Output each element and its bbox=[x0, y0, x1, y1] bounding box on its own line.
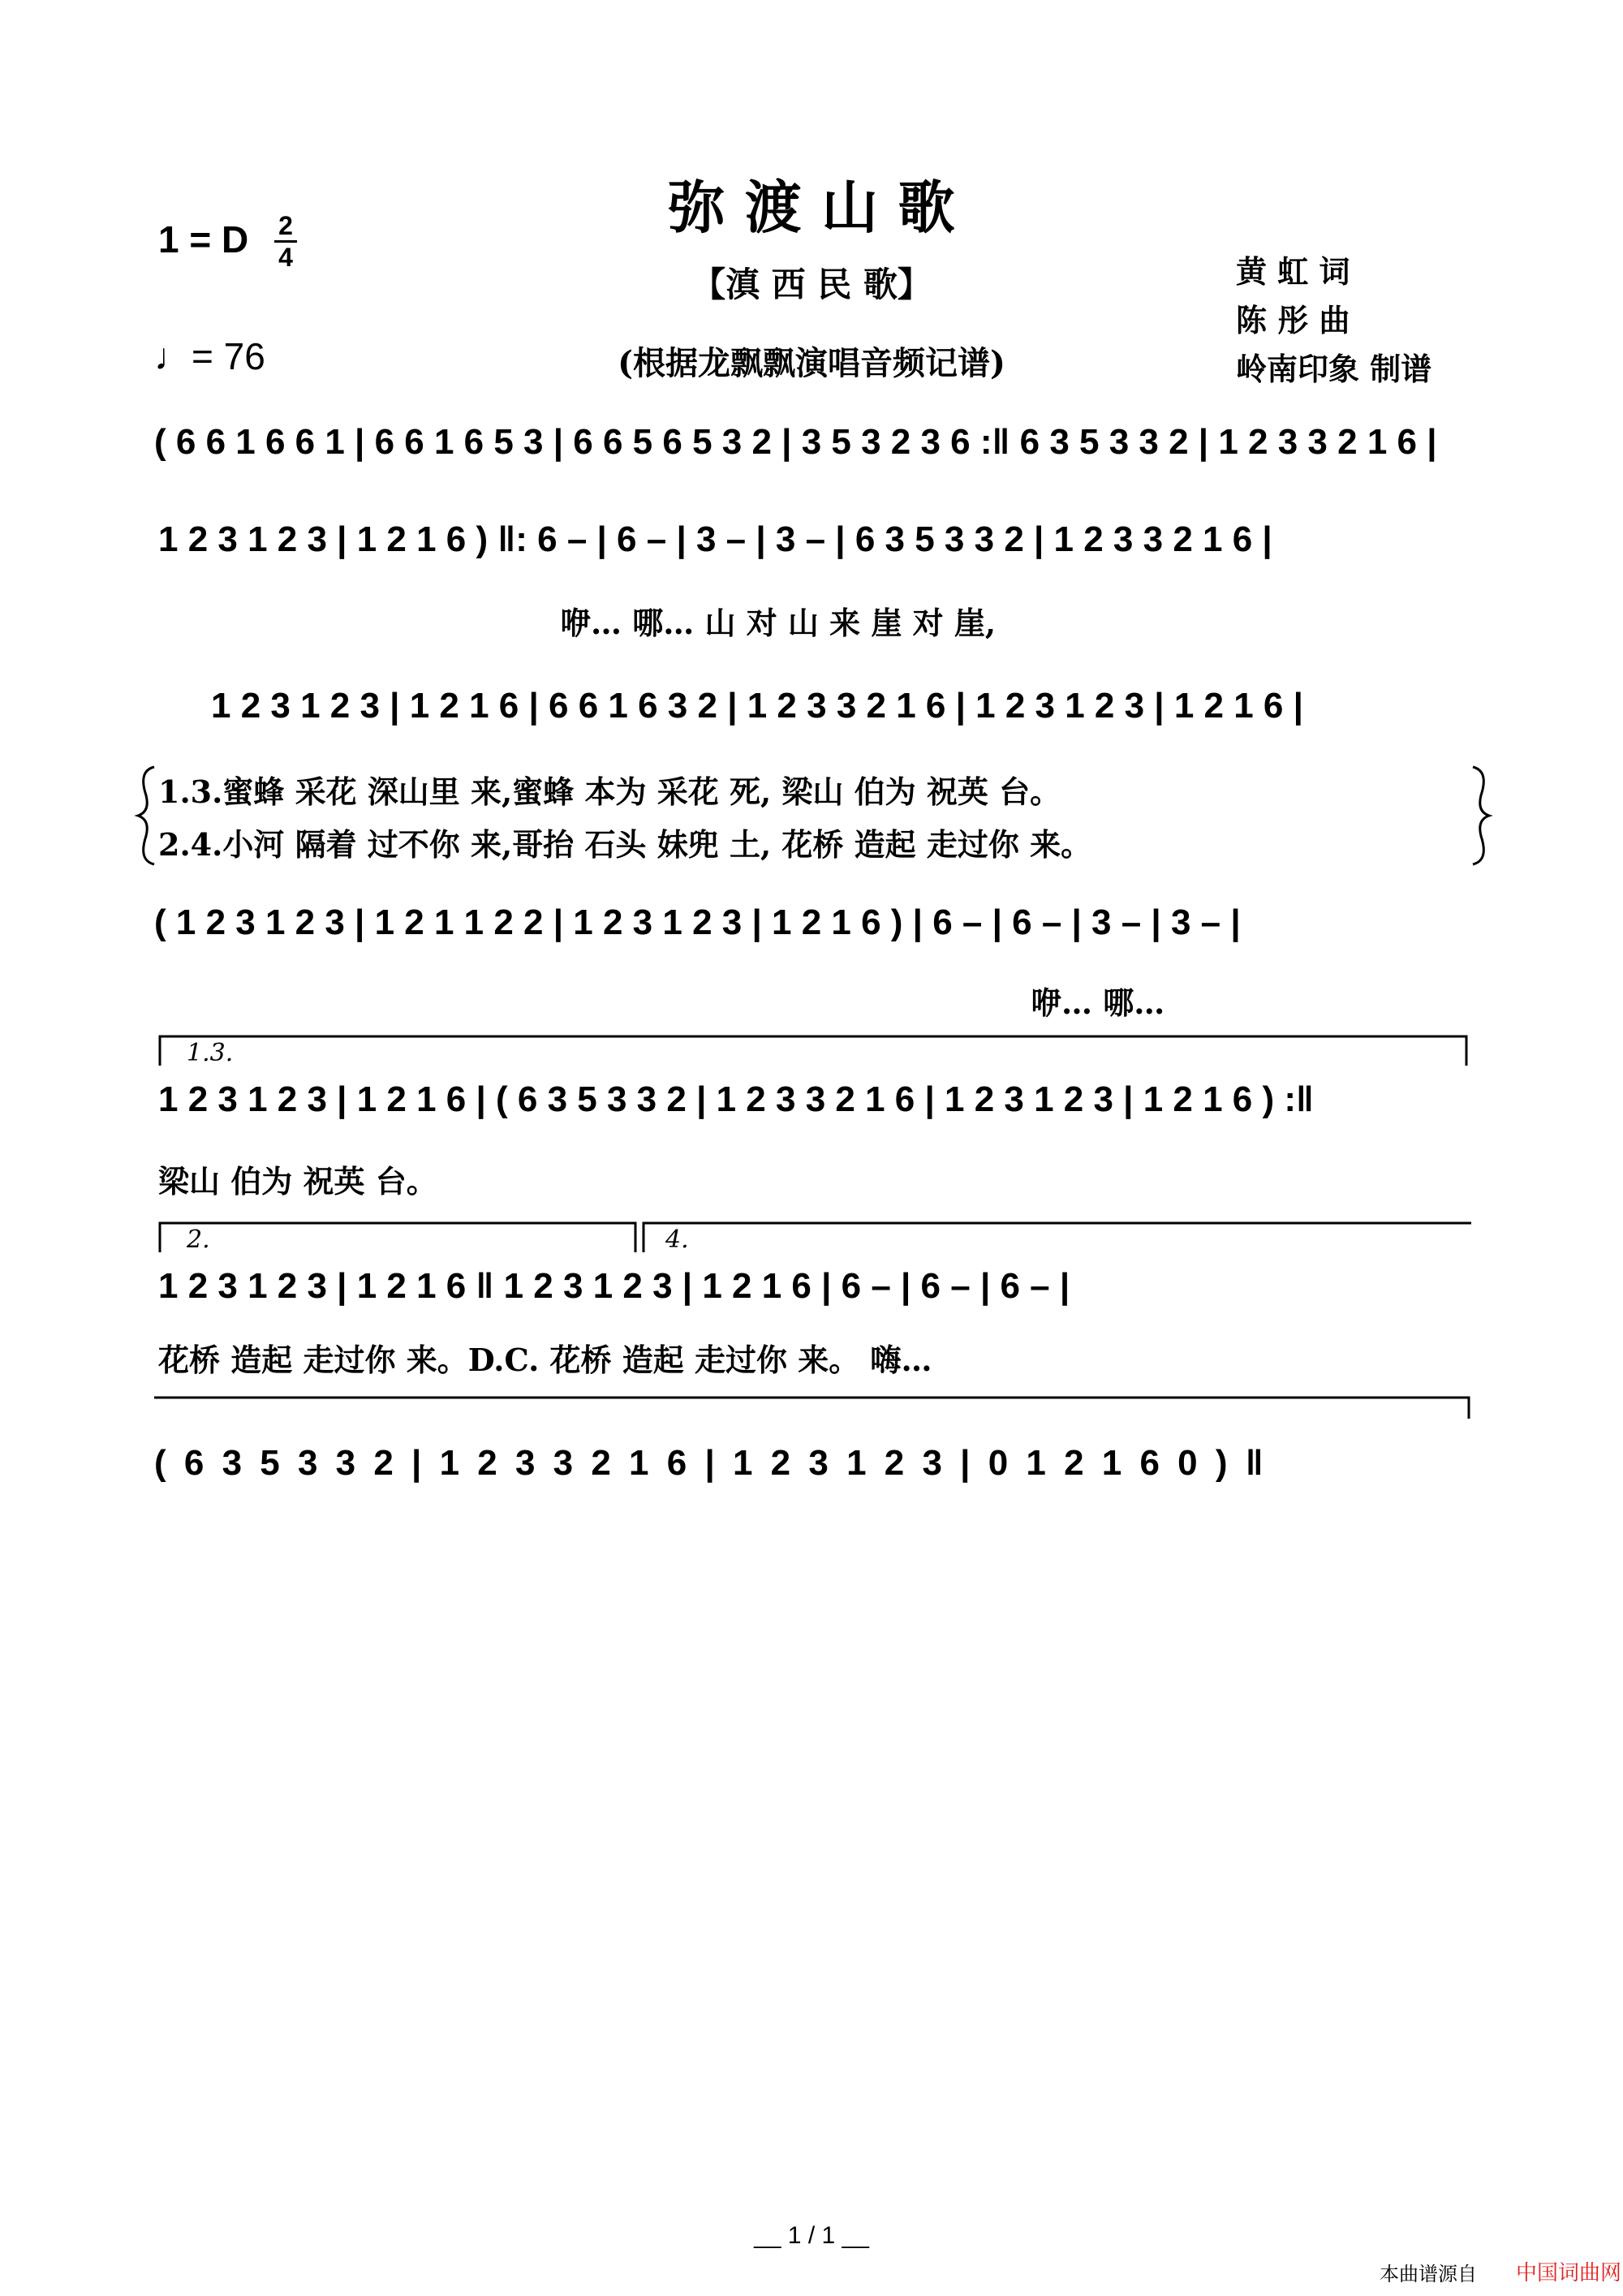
score-system-5: 1 2 3 1 2 3 | 1 2 1 6 | ( 6 3 5 3 3 2 | 1 2 3 3 2 1 6 | 1 2 3 1 2 3 | 1 2 1 6 ) :‖ bbox=[158, 1079, 1314, 1119]
score-system-4: ( 1 2 3 1 2 3 | 1 2 1 1 2 2 | 1 2 3 1 2 3 | 1 2 1 6 ) | 6 – | 6 – | 3 – | 3 – | bbox=[154, 902, 1241, 942]
time-signature bbox=[274, 213, 297, 270]
page-number: __ 1 / 1 __ bbox=[754, 2222, 869, 2249]
song-title: 弥 渡 山 歌 bbox=[668, 174, 955, 241]
score-system-7: ( 6 3 5 3 3 2 | 1 2 3 3 2 1 6 | 1 2 3 1 2 3 | 0 1 2 1 6 0 ) ‖ bbox=[154, 1443, 1264, 1483]
song-genre: 【滇 西 民 歌】 bbox=[691, 265, 932, 304]
lyrics-system-2: 咿… 哪… 山 对 山 来 崖 对 崖, bbox=[560, 605, 997, 641]
watermark-site-name: 中国词曲网 bbox=[1516, 2261, 1622, 2285]
coda-line bbox=[154, 1396, 1473, 1420]
key-signature: 1 = D bbox=[158, 218, 249, 261]
verse-1-3-lyrics: 1.3.蜜蜂 采花 深山里 来,蜜蜂 本为 采花 死, 梁山 伯为 祝英 台。 bbox=[158, 773, 1061, 810]
ending-label-4: 4. bbox=[665, 1226, 689, 1254]
watermark-source-label: 本曲谱源自 bbox=[1380, 2263, 1477, 2285]
verse-2-4-lyrics: 2.4.小河 隔着 过不你 来,哥抬 石头 妹兜 土, 花桥 造起 走过你 来。 bbox=[158, 826, 1092, 863]
arranger-credit: 岭南印象 制谱 bbox=[1236, 351, 1432, 387]
score-system-3: 1 2 3 1 2 3 | 1 2 1 6 | 6 6 1 6 3 2 | 1 2 3 3 2 1 6 | 1 2 3 1 2 3 | 1 2 1 6 | bbox=[211, 686, 1303, 726]
score-system-1: ( 6 6 1 6 6 1 | 6 6 1 6 5 3 | 6 6 5 6 5 3 2 | 3 5 3 2 3 6 :‖ 6 3 5 3 3 2 | 1 2 3 3 2 1 6 | bbox=[154, 422, 1437, 462]
composer-credit: 陈 彤 曲 bbox=[1236, 302, 1350, 338]
ending-label-1-3: 1.3. bbox=[187, 1039, 234, 1067]
lyrics-system-4: 咿… 哪… bbox=[1031, 984, 1165, 1021]
score-system-6: 1 2 3 1 2 3 | 1 2 1 6 ‖ 1 2 3 1 2 3 | 1 2 1 6 | 6 – | 6 – | 6 – | bbox=[158, 1266, 1070, 1306]
credits bbox=[1236, 248, 1431, 394]
verse-brace-right bbox=[1469, 763, 1493, 868]
time-signature-top: 2 bbox=[278, 211, 293, 240]
ending-label-2: 2. bbox=[187, 1226, 210, 1254]
lyricist-credit: 黄 虹 词 bbox=[1236, 253, 1350, 290]
score-system-2: 1 2 3 1 2 3 | 1 2 1 6 ) ‖: 6 – | 6 – | 3 – | 3 – | 6 3 5 3 3 2 | 1 2 3 3 2 1 6 | bbox=[158, 519, 1272, 559]
ending-bracket-1-3 bbox=[158, 1035, 1469, 1067]
verse-brace-left bbox=[134, 763, 158, 868]
lyrics-system-6: 花桥 造起 走过你 来。D.C. 花桥 造起 走过你 来。 嗨… bbox=[158, 1342, 932, 1378]
time-signature-bottom: 4 bbox=[278, 243, 293, 272]
lyrics-system-5: 梁山 伯为 祝英 台。 bbox=[158, 1163, 437, 1200]
ending-brackets-2-4 bbox=[158, 1221, 1473, 1254]
transcription-note: (根据龙飘飘演唱音频记谱) bbox=[618, 344, 1005, 382]
tempo-marking: ♩= 76 bbox=[154, 335, 265, 377]
